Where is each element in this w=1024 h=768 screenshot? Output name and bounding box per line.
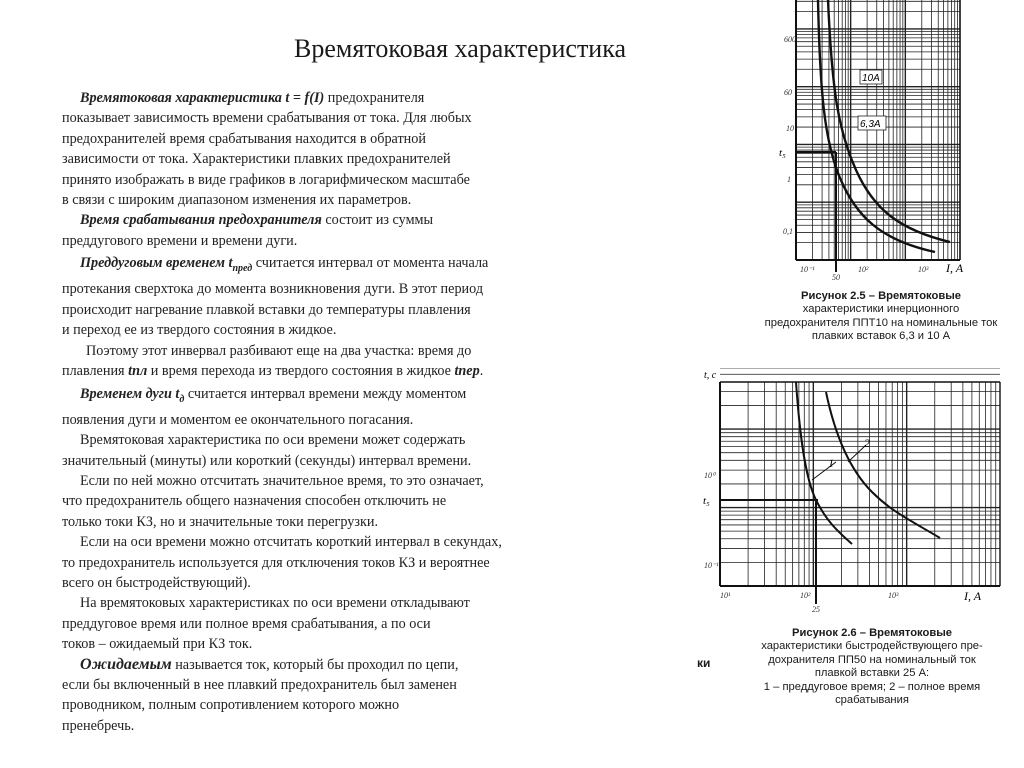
text-line: появления дуги и моментом ее окончательного погасания.	[62, 411, 414, 428]
x-tick-2: 10³	[888, 591, 899, 600]
curve-2-total	[826, 392, 940, 538]
text-line: Если по ней можно отсчитать значительное время, то это означает,	[80, 472, 484, 489]
text-line: На времятоковых характеристиках по оси времени откладывают	[80, 595, 470, 612]
term-tpl: tпл	[128, 363, 148, 380]
text-line: Времятоковая характеристика по оси времени может содержать	[80, 432, 466, 449]
curve-label-10a: 10A	[862, 73, 880, 84]
y-tick-0: 10⁰	[704, 471, 716, 480]
curve-label-1: 1	[828, 456, 834, 470]
text-line: протекания сверхтока до момента возникновения дуги. В этот период	[62, 281, 484, 298]
text-line: предохранителей время срабатывания находится в обратной	[62, 130, 426, 147]
term-prearc-time: Преддуговым временем t	[80, 255, 233, 272]
figure2-caption: Рисунок 2.6 – Времятоковые характеристики быстродействующего пре- дохранителя ПП50 на номинальный ток плавкой вставки 25 А: 1 – преддуговое время; 2 – полное время срабатывания	[761, 627, 983, 707]
x-mark-50: 50	[832, 273, 840, 282]
paragraph-arc-time: Временем дуги $t_д$ считается интервал времени между моментом	[80, 385, 467, 405]
text-line: проводником, полным сопротивлением которого можно	[62, 697, 400, 714]
t5-label: t₅	[703, 495, 710, 507]
text-line: преддугового времени и времени дуги.	[62, 232, 298, 249]
x-tick-0: 10¹	[720, 591, 731, 600]
text-line: плавления tпл и время перехода из твердого состояния в жидкое tпер.	[62, 363, 484, 380]
y-axis-label: t, c	[704, 370, 717, 381]
text-line: показывает зависимость времени срабатывания от тока. Для любых	[62, 110, 472, 127]
figure-pp50-chart	[700, 368, 1010, 618]
term-arc-time: Временем дуги t	[80, 385, 180, 402]
y-tick-600: 600	[784, 35, 796, 44]
x-axis-label: I, A	[964, 589, 982, 603]
text-line: если бы включенный в нее плавкий предохранитель был заменен	[62, 677, 457, 694]
term-trip-time: Время срабатывания предохранителя	[80, 212, 322, 229]
text-line: принято изображать в виде графиков в логарифмическом масштабе	[62, 171, 470, 188]
y-tick-60: 60	[784, 88, 792, 97]
x-tick-2: 10³	[918, 265, 929, 274]
text-line: всего он быстродействующий).	[62, 575, 251, 591]
text-line: только токи КЗ, но и значительные токи перегрузки.	[62, 513, 379, 530]
curve-label-6-3a: 6,3A	[860, 119, 881, 130]
y-tick-0-1: 0,1	[783, 227, 793, 236]
t5-label: t₅	[779, 147, 786, 159]
figure-ppt10-chart	[774, 0, 1004, 290]
text-line: в связи с широким диапазоном изменения их параметров.	[62, 192, 412, 209]
paragraph-intervals: Поэтому этот инвервал разбивают еще на два участка: время до	[86, 342, 472, 359]
text-line: значительный (минуты) или короткий (секунды) интервал времени.	[62, 452, 472, 469]
page-title: Времятоковая характеристика	[294, 34, 626, 63]
y-tick-1: 1	[787, 175, 791, 184]
term-tper: tпер	[454, 363, 480, 380]
x-tick-0: 10⁻¹	[800, 265, 815, 274]
x-axis-label: I, A	[946, 261, 964, 275]
text-line: что предохранитель общего назначения способен отключить не	[62, 493, 447, 510]
side-fragment: ки	[697, 656, 711, 670]
body-text	[62, 88, 602, 736]
text-line: и переход ее из твердого состояния в жидкое.	[62, 322, 337, 339]
text-line: токов – ожидаемый при КЗ ток.	[62, 636, 253, 653]
x-tick-1: 10²	[858, 265, 869, 274]
paragraph-expected: Ожидаемым называется ток, который бы проходил по цепи,	[80, 655, 459, 673]
paragraph-prearc: Преддуговым временем $t_{пред}$ считается интервал от момента начала	[80, 255, 489, 275]
y-tick-10: 10	[786, 124, 794, 133]
y-tick-1: 10⁻¹	[704, 561, 719, 570]
curve-label-2: 2	[864, 436, 870, 450]
text-line: зависимости от тока. Характеристики плавких предохранителей	[62, 151, 451, 168]
paragraph-trip-time: Время срабатывания предохранителя состоит из суммы	[80, 212, 434, 229]
term-expected: Ожидаемым	[80, 655, 172, 673]
paragraph-definition: Времятоковая характеристика t = f(I) предохранителя	[80, 90, 425, 106]
text-line: происходит нагревание плавкой вставки до температуры плавления	[62, 301, 471, 318]
x-tick-1: 10²	[800, 591, 811, 600]
text-line: пренебречь.	[62, 717, 135, 734]
x-mark-25: 25	[812, 605, 820, 614]
term-time-current: Времятоковая характеристика t = f(I)	[80, 90, 325, 106]
text-line: то предохранитель используется для отключения токов КЗ и вероятнее	[62, 554, 490, 571]
text-line: преддуговое время или полное время срабатывания, а по оси	[62, 615, 431, 632]
figure1-caption: Рисунок 2.5 – Времятоковые характеристики инерционного предохранителя ППТ10 на номинальные ток плавких вставок 6,3 и 10 А	[764, 290, 998, 343]
text-line: Если на оси времени можно отсчитать короткий интервал в секундах,	[80, 534, 502, 551]
